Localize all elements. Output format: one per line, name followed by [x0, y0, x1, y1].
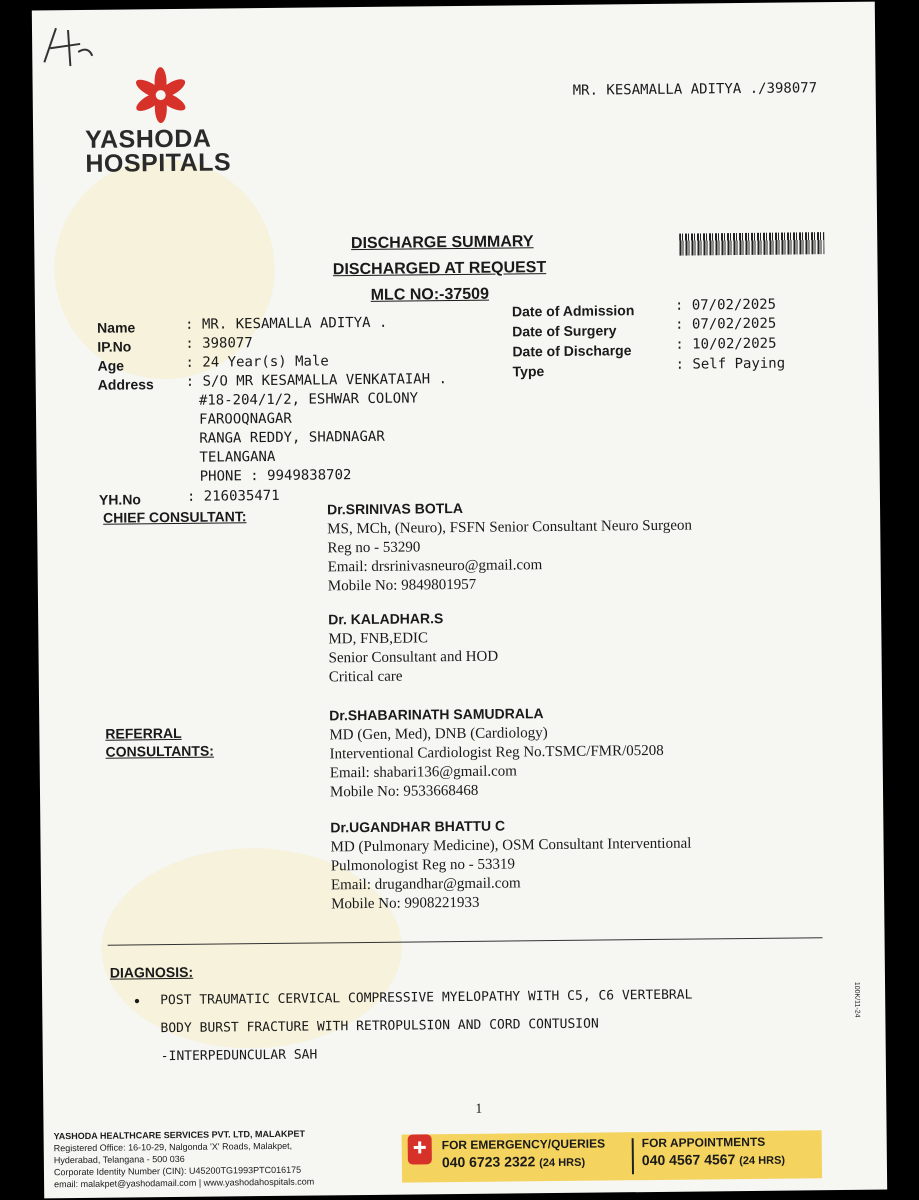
- yashoda-flower-logo-icon: [132, 67, 189, 124]
- banner-divider: [632, 1138, 634, 1174]
- referral-1-line-2: Interventional Cardiologist Reg No.TSMC/FMR/05208: [329, 742, 664, 763]
- chief-2-line-2: Senior Consultant and HOD: [328, 648, 499, 667]
- chief-1-line-2: Reg no - 53290: [327, 539, 421, 557]
- barcode: [679, 232, 824, 256]
- referral-2-line-1: MD (Pulmonary Medicine), OSM Consultant Interventional: [330, 835, 692, 856]
- footer-city: Hyderabad, Telangana - 500 036: [53, 1153, 185, 1166]
- admission-date: : 07/02/2025: [674, 296, 777, 314]
- referral-2-name: Dr.UGANDHAR BHATTU C: [330, 817, 506, 836]
- patient-name: : MR. KESAMALLA ADITYA .: [185, 314, 388, 333]
- yh-label: YH.No: [98, 491, 142, 508]
- footer-address: [54, 1128, 315, 1191]
- referral-2-line-3: Email: drugandhar@gmail.com: [330, 875, 521, 894]
- brand-line1: YASHODA: [85, 124, 212, 154]
- yh-number: : 216035471: [186, 487, 280, 505]
- chief-1-name: Dr.SRINIVAS BOTLA: [326, 499, 463, 518]
- footer-contact: email: malakpet@yashodamail.com | www.yashodahospitals.com: [54, 1176, 315, 1190]
- address-phone: PHONE : 9949838702: [199, 467, 352, 485]
- title-discharged-at-request: DISCHARGED AT REQUEST: [332, 259, 547, 279]
- chief-1-line-4: Mobile No: 9849801957: [327, 576, 477, 595]
- referral-2-line-2: Pulmonologist Reg no - 53319: [330, 856, 516, 875]
- brand-name: [85, 126, 231, 176]
- document-page: [32, 2, 887, 1199]
- address-line-1: : S/O MR KESAMALLA VENKATAIAH .: [185, 371, 448, 390]
- referral-1-line-1: MD (Gen, Med), DNB (Cardiology): [329, 725, 548, 744]
- chief-1-line-1: MS, MCh, (Neuro), FSFN Senior Consultant Neuro Surgeon: [327, 517, 693, 538]
- title-mlc-no: MLC NO:-37509: [370, 285, 490, 304]
- appointments-label: FOR APPOINTMENTS: [641, 1134, 766, 1151]
- address-line-5: TELANGANA: [199, 448, 276, 466]
- diagnosis-label: DIAGNOSIS:: [109, 963, 194, 981]
- referral-label-1: REFERRAL: [105, 724, 182, 742]
- footer-office: Registered Office: 16-10-29, Nalgonda 'X' Roads, Malakpet,: [53, 1140, 293, 1154]
- footer-cin: Corporate Identity Number (CIN): U45200TG1993PTC016175: [53, 1164, 302, 1178]
- diagnosis-line-2: BODY BURST FRACTURE WITH RETROPULSION AND CORD CONTUSION: [160, 1016, 599, 1037]
- discharge-label: Date of Discharge: [512, 342, 632, 360]
- emergency-phone: [442, 1153, 585, 1170]
- address-label: Address: [97, 376, 154, 393]
- emergency-number: 040 6723 2322: [441, 1153, 536, 1171]
- name-label: Name: [97, 319, 136, 336]
- appointments-number: 040 4567 4567: [641, 1151, 736, 1169]
- address-line-4: RANGA REDDY, SHADNAGAR: [199, 428, 385, 447]
- chief-consultant-label: CHIEF CONSULTANT:: [103, 508, 247, 526]
- diagnosis-line-3: -INTERPEDUNCULAR SAH: [160, 1047, 318, 1065]
- chief-2-line-3: Critical care: [328, 668, 403, 686]
- age-label: Age: [97, 357, 125, 374]
- brand-line2: HOSPITALS: [85, 148, 232, 178]
- referral-1-line-4: Mobile No: 9533668468: [329, 782, 479, 801]
- chief-2-name: Dr. KALADHAR.S: [328, 610, 444, 628]
- handwritten-note: [40, 22, 101, 73]
- referral-label-2: CONSULTANTS:: [105, 742, 215, 760]
- surgery-date: : 07/02/2025: [675, 315, 777, 333]
- emergency-label: FOR EMERGENCY/QUERIES: [441, 1136, 606, 1153]
- address-line-3: FAROOQNAGAR: [199, 410, 292, 428]
- payment-type: : Self Paying: [675, 355, 786, 373]
- diagnosis-bullet: •: [134, 993, 140, 1011]
- page-number: 1: [475, 1101, 483, 1117]
- discharge-date: : 10/02/2025: [675, 335, 777, 353]
- ip-number: : 398077: [185, 335, 253, 352]
- patient-age: : 24 Year(s) Male: [185, 353, 329, 371]
- chief-2-line-1: MD, FNB,EDIC: [328, 630, 429, 648]
- referral-1-line-3: Email: shabari136@gmail.com: [329, 763, 517, 782]
- footer-company: YASHODA HEALTHCARE SERVICES PVT. LTD, MALAKPET: [53, 1128, 305, 1142]
- ip-label: IP.No: [97, 338, 132, 355]
- admission-label: Date of Admission: [511, 302, 635, 320]
- appointments-hours: (24 HRS): [739, 1154, 786, 1168]
- appointments-phone: [642, 1151, 785, 1168]
- type-label: Type: [512, 363, 545, 380]
- title-discharge-summary: DISCHARGE SUMMARY: [350, 233, 534, 253]
- emergency-hours: (24 HRS): [539, 1156, 586, 1170]
- referral-2-line-4: Mobile No: 9908221933: [331, 894, 480, 913]
- patient-header: MR. KESAMALLA ADITYA ./398077: [572, 80, 818, 99]
- address-line-2: #18-204/1/2, ESHWAR COLONY: [198, 390, 419, 409]
- phone-emergency-icon: [406, 1132, 436, 1166]
- side-code: 100K/11-24: [853, 981, 861, 1018]
- surgery-label: Date of Surgery: [512, 322, 617, 340]
- diagnosis-line-1: POST TRAUMATIC CERVICAL COMPRESSIVE MYELOPATHY WITH C5, C6 VERTEBRAL: [160, 987, 693, 1009]
- chief-1-line-3: Email: drsrinivasneuro@gmail.com: [327, 557, 543, 576]
- referral-1-name: Dr.SHABARINATH SAMUDRALA: [329, 705, 544, 724]
